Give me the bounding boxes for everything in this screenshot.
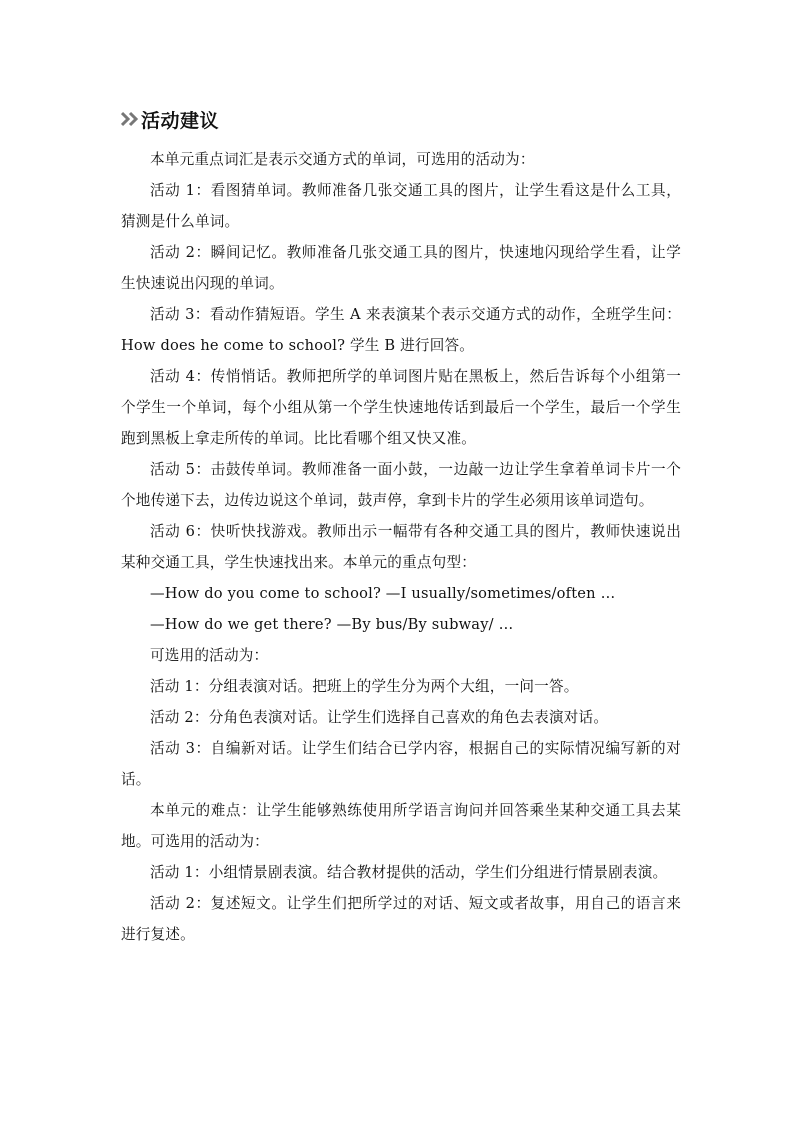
section-title: 活动建议: [141, 109, 220, 132]
paragraph-activity-6: 活动 6：快听快找游戏。教师出示一幅带有各种交通工具的图片，教师快速说出某种交通工具，学生快速找出来。本单元的重点句型：: [121, 523, 681, 571]
paragraph-intro-difficulty: 本单元的难点：让学生能够熟练使用所学语言询问并回答乘坐某种交通工具去某地。可选用的活动为：: [121, 802, 681, 850]
paragraph-sentence-activity-2: 活动 2：分角色表演对话。让学生们选择自己喜欢的角色去表演对话。: [150, 709, 609, 726]
sentence-pattern-2: —How do we get there? —By bus/By subway/ …: [150, 616, 514, 633]
section-heading: [121, 104, 681, 134]
paragraph-activity-1: 活动 1：看图猜单词。教师准备几张交通工具的图片，让学生看这是什么工具，猜测是什么单词。: [121, 182, 681, 230]
paragraph-difficulty-activity-2: 活动 2：复述短文。让学生们把所学过的对话、短文或者故事，用自己的语言来进行复述。: [121, 895, 681, 943]
paragraph-intro-sentences: 可选用的活动为：: [150, 647, 269, 664]
sentence-pattern-1: —How do you come to school? —I usually/sometimes/often …: [150, 585, 616, 602]
paragraph-intro-vocab: 本单元重点词汇是表示交通方式的单词，可选用的活动为：: [150, 151, 535, 168]
document-page: [121, 104, 681, 950]
paragraph-activity-5: 活动 5：击鼓传单词。教师准备一面小鼓，一边敲一边让学生拿着单词卡片一个个地传递下去，边传边说这个单词，鼓声停，拿到卡片的学生必须用该单词造句。: [121, 461, 681, 509]
paragraph-activity-2: 活动 2：瞬间记忆。教师准备几张交通工具的图片，快速地闪现给学生看，让学生快速说出闪现的单词。: [121, 244, 681, 292]
paragraph-difficulty-activity-1: 活动 1：小组情景剧表演。结合教材提供的活动，学生们分组进行情景剧表演。: [150, 864, 668, 881]
paragraph-activity-3: 活动 3：看动作猜短语。学生 A 来表演某个表示交通方式的动作，全班学生问：How does he come to school? 学生 B 进行回答。: [121, 306, 681, 354]
paragraph-sentence-activity-3: 活动 3：自编新对话。让学生们结合已学内容，根据自己的实际情况编写新的对话。: [121, 740, 681, 788]
paragraph-activity-4: 活动 4：传悄悄话。教师把所学的单词图片贴在黑板上，然后告诉每个小组第一个学生一个单词，每个小组从第一个学生快速地传话到最后一个学生，最后一个学生跑到黑板上拿走所传的单词。比比看哪个组又快又准。: [121, 368, 681, 447]
paragraph-sentence-activity-1: 活动 1：分组表演对话。把班上的学生分为两个大组，一问一答。: [150, 678, 579, 695]
double-chevron-icon: [121, 111, 141, 127]
